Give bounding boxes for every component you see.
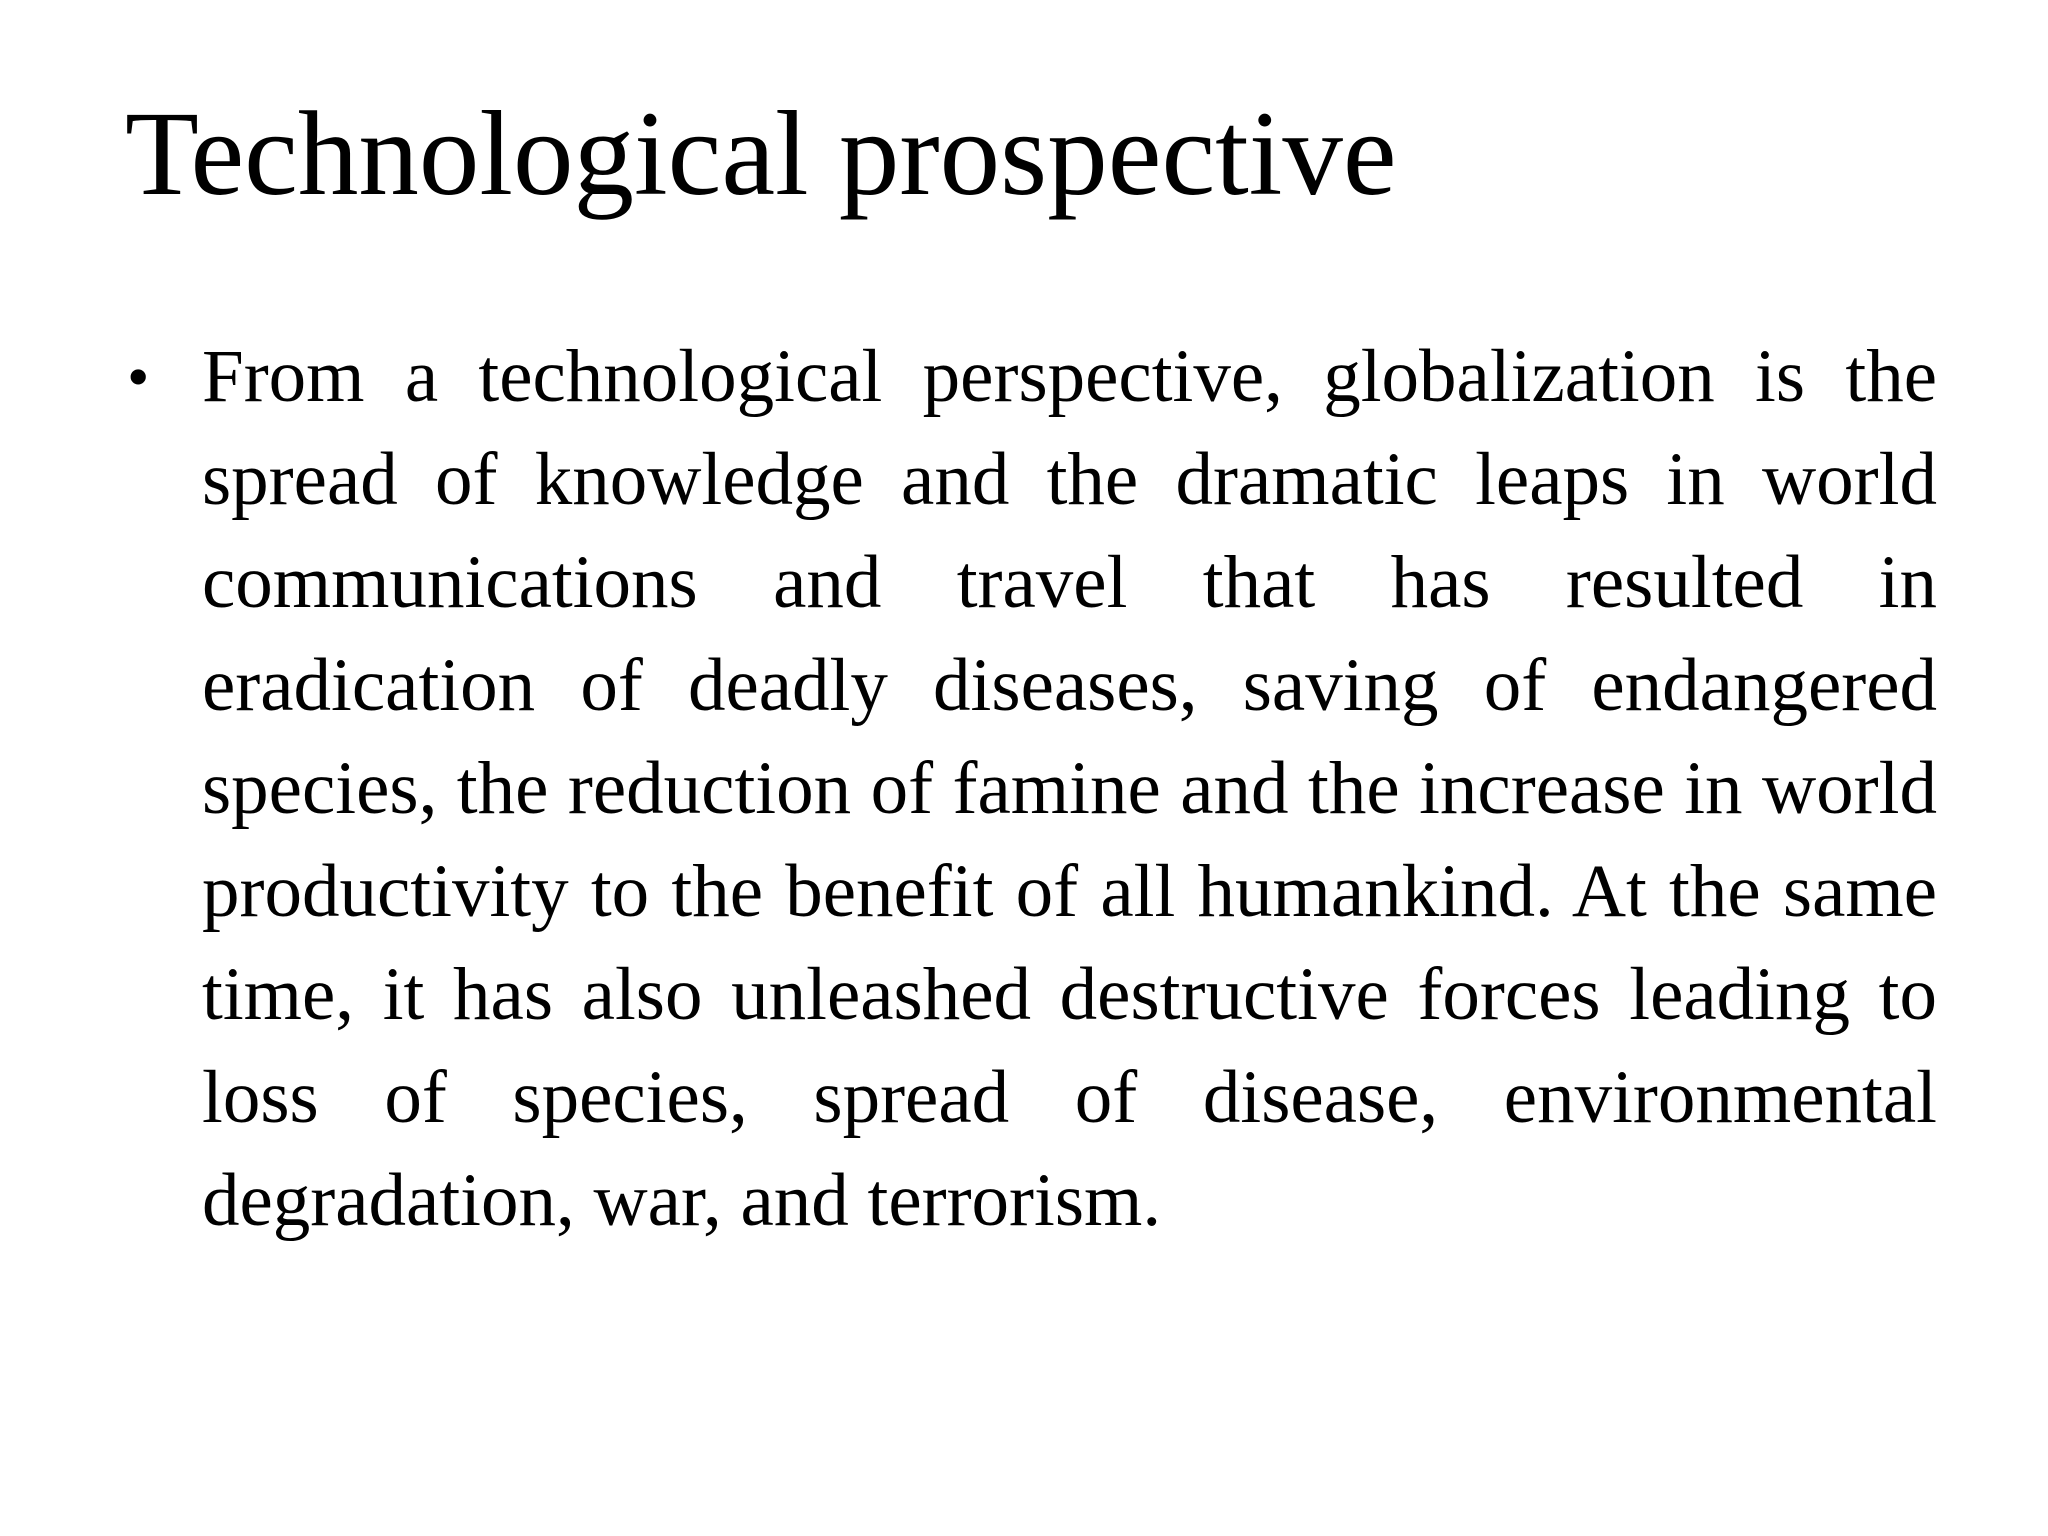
bullet-text: From a technological perspective, globalization is the spread of knowledge and the dramatic leaps in world communications and travel that has resulted in eradication of deadly diseases, saving of endangered species, the reduction of famine and the increase in world productivity to the benefit of all humankind. At the same time, it has also unleashed destructive forces leading to loss of species, spread of disease, environmental degradation, war, and terrorism. (202, 335, 1937, 1242)
bullet-list (125, 325, 1937, 1252)
bullet-icon: • (127, 341, 150, 412)
slide-title: Technological prospective (125, 87, 1397, 221)
bullet-item (125, 325, 1937, 1252)
